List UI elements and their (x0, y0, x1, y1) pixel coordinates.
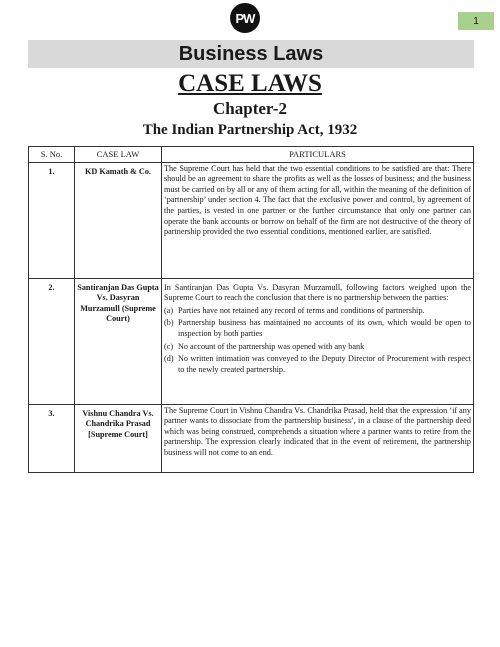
chapter-title: Chapter-2 (213, 99, 287, 118)
header-sno: S. No. (29, 147, 75, 163)
row-case-law: Vishnu Chandra Vs. Chandrika Prasad [Supreme Court] (75, 404, 162, 472)
list-text: Partnership business has maintained no accounts of its own, which would be open to inspection by both parties (178, 318, 471, 338)
header-case-law: CASE LAW (75, 147, 162, 163)
header-particulars: PARTICULARS (162, 147, 474, 163)
row-particulars: The Supreme Court in Vishnu Chandra Vs. Chandrika Prasad, held that the expression ‘if any partner wants to dissociate from the partnership business’, in a clause of the partnership deed which was being construed, comprehends a situation where a partner wants to retire from the partnership. The expression clearly indicated that in the event of retirement, the partnership business will not come to an end. (162, 404, 474, 472)
act-title: The Indian Partnership Act, 1932 (142, 122, 358, 138)
list-marker: (d) (164, 354, 174, 364)
table-row (29, 404, 474, 472)
list-item (164, 342, 471, 353)
case-laws-table (28, 146, 474, 473)
list-text: No account of the partnership was opened with any bank (178, 341, 365, 351)
list-item (164, 318, 471, 339)
table-row (29, 162, 474, 278)
table-row (29, 278, 474, 404)
list-text: No written intimation was conveyed to the Deputy Director of Procurement with respect to the newly created partnership. (178, 354, 471, 374)
row-sno: 3. (29, 404, 75, 472)
list-item (164, 306, 471, 317)
row-particulars (162, 278, 474, 404)
page-number: 1 (458, 12, 494, 30)
list-item (164, 354, 471, 375)
list-text: Parties have not retained any record of terms and conditions of partnership. (178, 305, 425, 315)
subject-title: Business Laws (178, 42, 324, 65)
table-header-row (29, 147, 474, 163)
document-title: CASE LAWS (178, 70, 322, 97)
list-marker: (c) (164, 341, 174, 351)
particulars-intro: In Santiranjan Das Gupta Vs. Dasyran Murzamull, following factors weighed upon the Supreme Court to reach the conclusion that there is no partnership between the parties: (164, 282, 471, 303)
pw-logo: PW (230, 3, 260, 33)
row-sno: 1. (29, 162, 75, 278)
factor-list (164, 306, 471, 376)
row-particulars: The Supreme Court has held that the two essential conditions to be satisfied are that: There should be an agreement to share the profits as well as the losses of business; and the business must be carried on by all or any of them acting for all, within the meaning of the definition of ‘partnership’ under section 4. The fact that the exclusive power and control, by agreement of the parties, is vested in one partner or the further circumstance that only one partner can operate the bank accounts or borrow on behalf of the firm are not destructive of the theory of partnership provided the two essential conditions, mentioned earlier, are satisfied. (162, 162, 474, 278)
list-marker: (b) (164, 318, 174, 328)
row-case-law: Santiranjan Das Gupta Vs. Dasyran Murzamull (Supreme Court) (75, 278, 162, 404)
subject-banner (28, 40, 474, 68)
list-marker: (a) (164, 305, 174, 315)
row-sno: 2. (29, 278, 75, 404)
row-case-law: KD Kamath & Co. (75, 162, 162, 278)
